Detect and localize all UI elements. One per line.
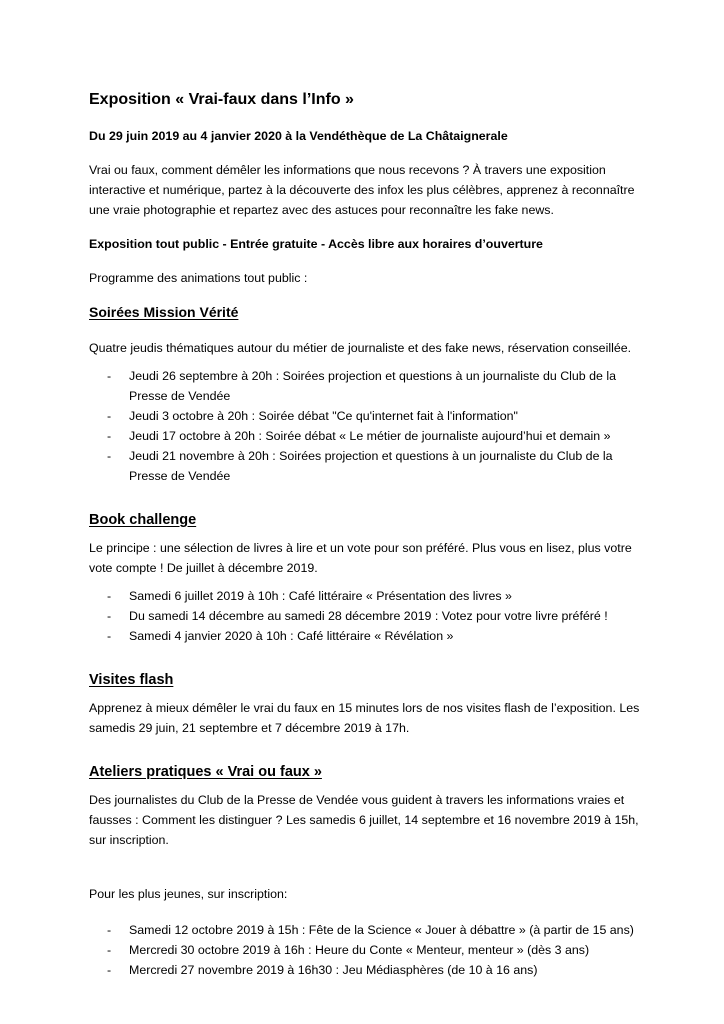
list-item bbox=[89, 446, 649, 486]
list-item-text: Samedi 6 juillet 2019 à 10h : Café littéraire « Présentation des livres » bbox=[129, 589, 512, 603]
access-notice: Exposition tout public - Entrée gratuite - Accès libre aux horaires d’ouverture bbox=[89, 237, 543, 251]
bullet-dash: - bbox=[107, 943, 112, 957]
bullet-dash: - bbox=[107, 369, 112, 383]
list-item-text: Jeudi 26 septembre à 20h : Soirées projection et questions à un journaliste du Club de la Presse de Vendée bbox=[129, 369, 616, 403]
jeunes-intro: Pour les plus jeunes, sur inscription: bbox=[89, 887, 288, 901]
soirees-description: Quatre jeudis thématiques autour du métier de journaliste et des fake news, réservation conseillée. bbox=[89, 341, 632, 355]
list-item-text: Mercredi 27 novembre 2019 à 16h30 : Jeu Médiasphères (de 10 à 16 ans) bbox=[129, 963, 538, 977]
list-item bbox=[89, 366, 649, 406]
list-item-text: Jeudi 21 novembre à 20h : Soirées projection et questions à un journaliste du Club de la Presse de Vendée bbox=[129, 449, 613, 483]
page-title: Exposition « Vrai-faux dans l’Info » bbox=[89, 91, 354, 108]
list-item-text: Samedi 4 janvier 2020 à 10h : Café littéraire « Révélation » bbox=[129, 629, 454, 643]
list-item-text: Jeudi 3 octobre à 20h : Soirée débat "Ce qu'internet fait à l'information" bbox=[129, 409, 518, 423]
list-item-text: Jeudi 17 octobre à 20h : Soirée débat « Le métier de journaliste aujourd’hui et demain » bbox=[129, 429, 611, 443]
list-item bbox=[89, 960, 649, 980]
list-item-text: Mercredi 30 octobre 2019 à 16h : Heure du Conte « Menteur, menteur » (dès 3 ans) bbox=[129, 943, 590, 957]
intro-paragraph: Vrai ou faux, comment démêler les informations que nous recevons ? À travers une exposition interactive et numérique, partez à la découverte des infox les plus célèbres, apprenez à reconnaître une vraie photographie et repartez avec des astuces pour reconnaître les fake news. bbox=[89, 163, 635, 217]
list-item bbox=[89, 406, 649, 426]
visites-flash-description: Apprenez à mieux démêler le vrai du faux en 15 minutes lors de nos visites flash de l’exposition. Les samedis 29 juin, 21 septembre et 7 décembre 2019 à 17h. bbox=[89, 701, 640, 735]
programme-label: Programme des animations tout public : bbox=[89, 271, 308, 285]
section-heading-book-challenge: Book challenge bbox=[89, 512, 197, 528]
book-challenge-list bbox=[89, 586, 649, 646]
jeunes-list bbox=[89, 920, 649, 980]
list-item bbox=[89, 940, 649, 960]
bullet-dash: - bbox=[107, 963, 112, 977]
bullet-dash: - bbox=[107, 429, 112, 443]
bullet-dash: - bbox=[107, 449, 112, 463]
list-item bbox=[89, 920, 649, 940]
ateliers-description: Des journalistes du Club de la Presse de Vendée vous guident à travers les informations vraies et fausses : Comment les distinguer ? Les samedis 6 juillet, 14 septembre et 16 novembre 2019 à 15h, sur inscription. bbox=[89, 793, 639, 847]
section-heading-ateliers: Ateliers pratiques « Vrai ou faux » bbox=[89, 764, 322, 780]
section-heading-visites-flash: Visites flash bbox=[89, 672, 174, 688]
list-item bbox=[89, 426, 649, 446]
list-item-text: Du samedi 14 décembre au samedi 28 décembre 2019 : Votez pour votre livre préféré ! bbox=[129, 609, 608, 623]
book-challenge-description: Le principe : une sélection de livres à lire et un vote pour son préféré. Plus vous en lisez, plus votre vote compte ! De juillet à décembre 2019. bbox=[89, 541, 632, 575]
document-content bbox=[89, 90, 649, 980]
exhibition-dates: Du 29 juin 2019 au 4 janvier 2020 à la Vendéthèque de La Châtaignerale bbox=[89, 129, 508, 143]
bullet-dash: - bbox=[107, 589, 112, 603]
bullet-dash: - bbox=[107, 923, 112, 937]
list-item bbox=[89, 606, 649, 626]
bullet-dash: - bbox=[107, 609, 112, 623]
list-item bbox=[89, 626, 649, 646]
list-item-text: Samedi 12 octobre 2019 à 15h : Fête de la Science « Jouer à débattre » (à partir de 15 ans) bbox=[129, 923, 634, 937]
list-item bbox=[89, 586, 649, 606]
bullet-dash: - bbox=[107, 629, 112, 643]
section-heading-soirees: Soirées Mission Vérité bbox=[89, 304, 239, 320]
soirees-list bbox=[89, 366, 649, 486]
bullet-dash: - bbox=[107, 409, 112, 423]
